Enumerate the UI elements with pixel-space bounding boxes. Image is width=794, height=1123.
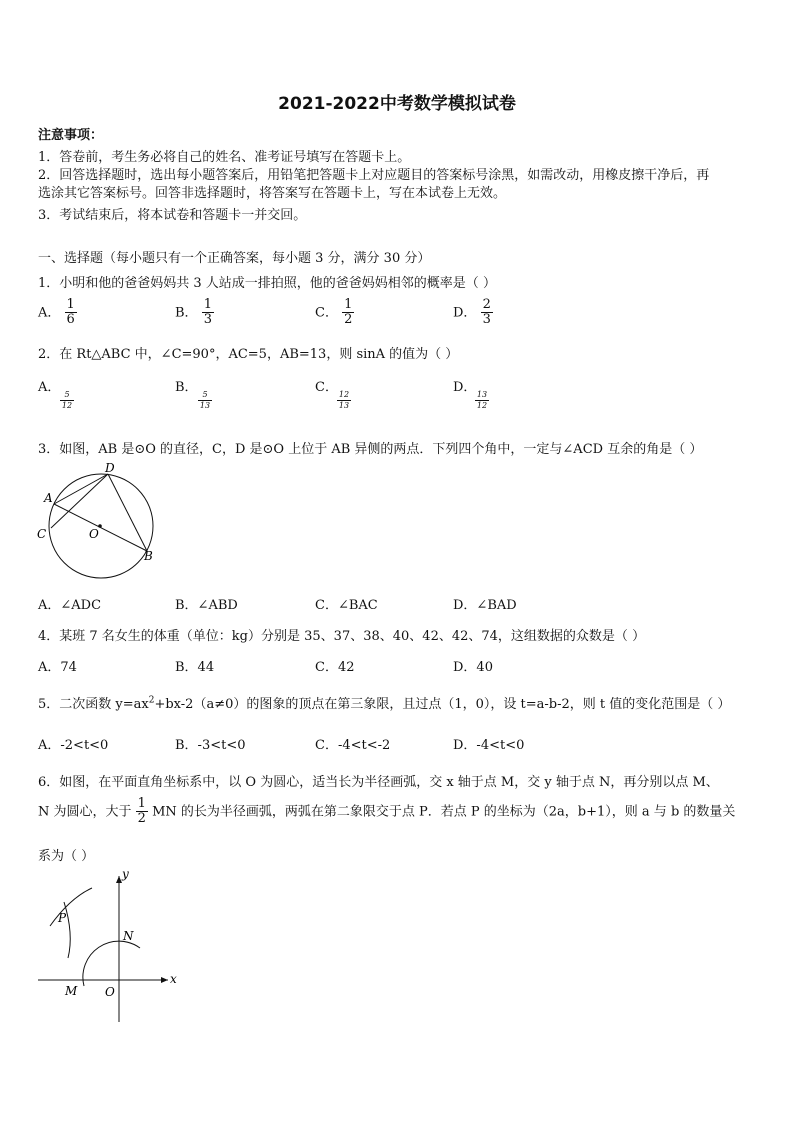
- q2-option-d-label: D．: [453, 380, 477, 395]
- q2-option-a-label: A．: [38, 380, 61, 395]
- question-6-line-2: N 为圆心，大于 $\frac{1}{2}$ MN 的长为半径画弧，两弧在第二象限交于点 P．若点 P 的坐标为（2a，b+1），则 a 与 b 的数量关: [38, 796, 736, 827]
- segment-db: [108, 474, 147, 551]
- q4-option-c: C．42: [315, 660, 355, 675]
- q1-option-b: B． $\frac{1}{3}$: [175, 297, 212, 328]
- label-c: C: [37, 527, 47, 541]
- question-4-stem: 4．某班 7 名女生的体重（单位：kg）分别是 35、37、38、40、42、42、74，这组数据的众数是（ ）: [38, 629, 646, 644]
- q4-option-d: D．40: [453, 660, 493, 675]
- q1-option-c: C． $\frac{1}{2}$: [315, 297, 353, 328]
- q6-coordinate-figure: [30, 868, 190, 1028]
- notice-item-3: 3．考试结束后，将本试卷和答题卡一并交回。: [38, 208, 307, 223]
- label-n: N: [123, 929, 134, 943]
- q4-option-b: B．44: [175, 660, 215, 675]
- q2-option-c-label: C．: [315, 380, 338, 395]
- arc-center-o: [83, 941, 140, 986]
- label-b: B: [144, 549, 153, 563]
- q4-option-a: A．74: [38, 660, 77, 675]
- x-axis-arrow: [161, 977, 168, 983]
- q2-option-b-fraction: 5 13: [199, 390, 211, 410]
- q2-option-b-label: B．: [175, 380, 198, 395]
- label-o: O: [89, 527, 99, 541]
- label-o: O: [105, 985, 115, 999]
- notice-item-2: 2．回答选择题时，选出每小题答案后，用铅笔把答题卡上对应题目的答案标号涂黑，如需改动，用橡皮擦干净后，再: [38, 168, 710, 183]
- q3-option-d: D．∠BAD: [453, 598, 517, 613]
- arc-from-n: [50, 888, 92, 926]
- q3-option-a: A．∠ADC: [38, 598, 102, 613]
- q2-option-d-fraction: 13 12: [476, 390, 488, 410]
- question-2-stem: 2．在 Rt△ABC 中，∠C=90°，AC=5，AB=13，则 sinA 的值为（ ）: [38, 347, 459, 362]
- label-x: x: [170, 972, 177, 986]
- page-title: 2021-2022中考数学模拟试卷: [278, 94, 516, 114]
- q3-option-b: B．∠ABD: [175, 598, 238, 613]
- q3-circle-figure: [30, 458, 165, 588]
- question-5-stem: 5．二次函数 $y=ax^2+bx-2(a\ne 0)$的图象的顶点在第三象限，且过点（1，0），设 t=a-b-2，则 t 值的变化范围是（ ）: [38, 695, 731, 712]
- question-3-stem: 3．如图，AB 是⊙O 的直径，C，D 是⊙O 上位于 AB 异侧的两点．下列四个角中，一定与∠ACD 互余的角是（ ）: [38, 442, 703, 457]
- label-m: M: [65, 984, 78, 998]
- question-6-line-1: 6．如图，在平面直角坐标系中，以 O 为圆心，适当长为半径画弧，交 x 轴于点 M，交 y 轴于点 N，再分别以点 M、: [38, 775, 719, 790]
- q3-option-c: C．∠BAC: [315, 598, 378, 613]
- q2-option-c-fraction: 12 13: [338, 390, 350, 410]
- label-p: P: [58, 911, 67, 925]
- q5-option-a: A．-2<t<0: [38, 738, 109, 753]
- q5-option-d: D．-4<t<0: [453, 738, 525, 753]
- section-choice-heading: 一、选择题（每小题只有一个正确答案，每小题 3 分，满分 30 分）: [38, 251, 431, 266]
- q1-option-d: D． $\frac{2}{3}$: [453, 297, 491, 328]
- label-d: D: [105, 461, 115, 475]
- question-1-stem: 1．小明和他的爸爸妈妈共 3 人站成一排拍照，他的爸爸妈妈相邻的概率是（ ）: [38, 276, 496, 291]
- q1-option-a: A． $\frac{1}{6}$: [38, 297, 75, 328]
- notice-item-2-cont: 选涂其它答案标号。回答非选择题时，将答案写在答题卡上，写在本试卷上无效。: [38, 186, 507, 201]
- label-a: A: [44, 491, 53, 505]
- q5-option-b: B．-3<t<0: [175, 738, 246, 753]
- q2-option-a-fraction: 5 12: [61, 390, 73, 410]
- notice-item-1: 1．答卷前，考生务必将自己的姓名、准考证号填写在答题卡上。: [38, 150, 411, 165]
- notice-heading: 注意事项：: [38, 128, 104, 143]
- q5-option-c: C．-4<t<-2: [315, 738, 391, 753]
- label-y: y: [122, 868, 129, 881]
- question-6-line-3: 系为（ ）: [38, 849, 95, 864]
